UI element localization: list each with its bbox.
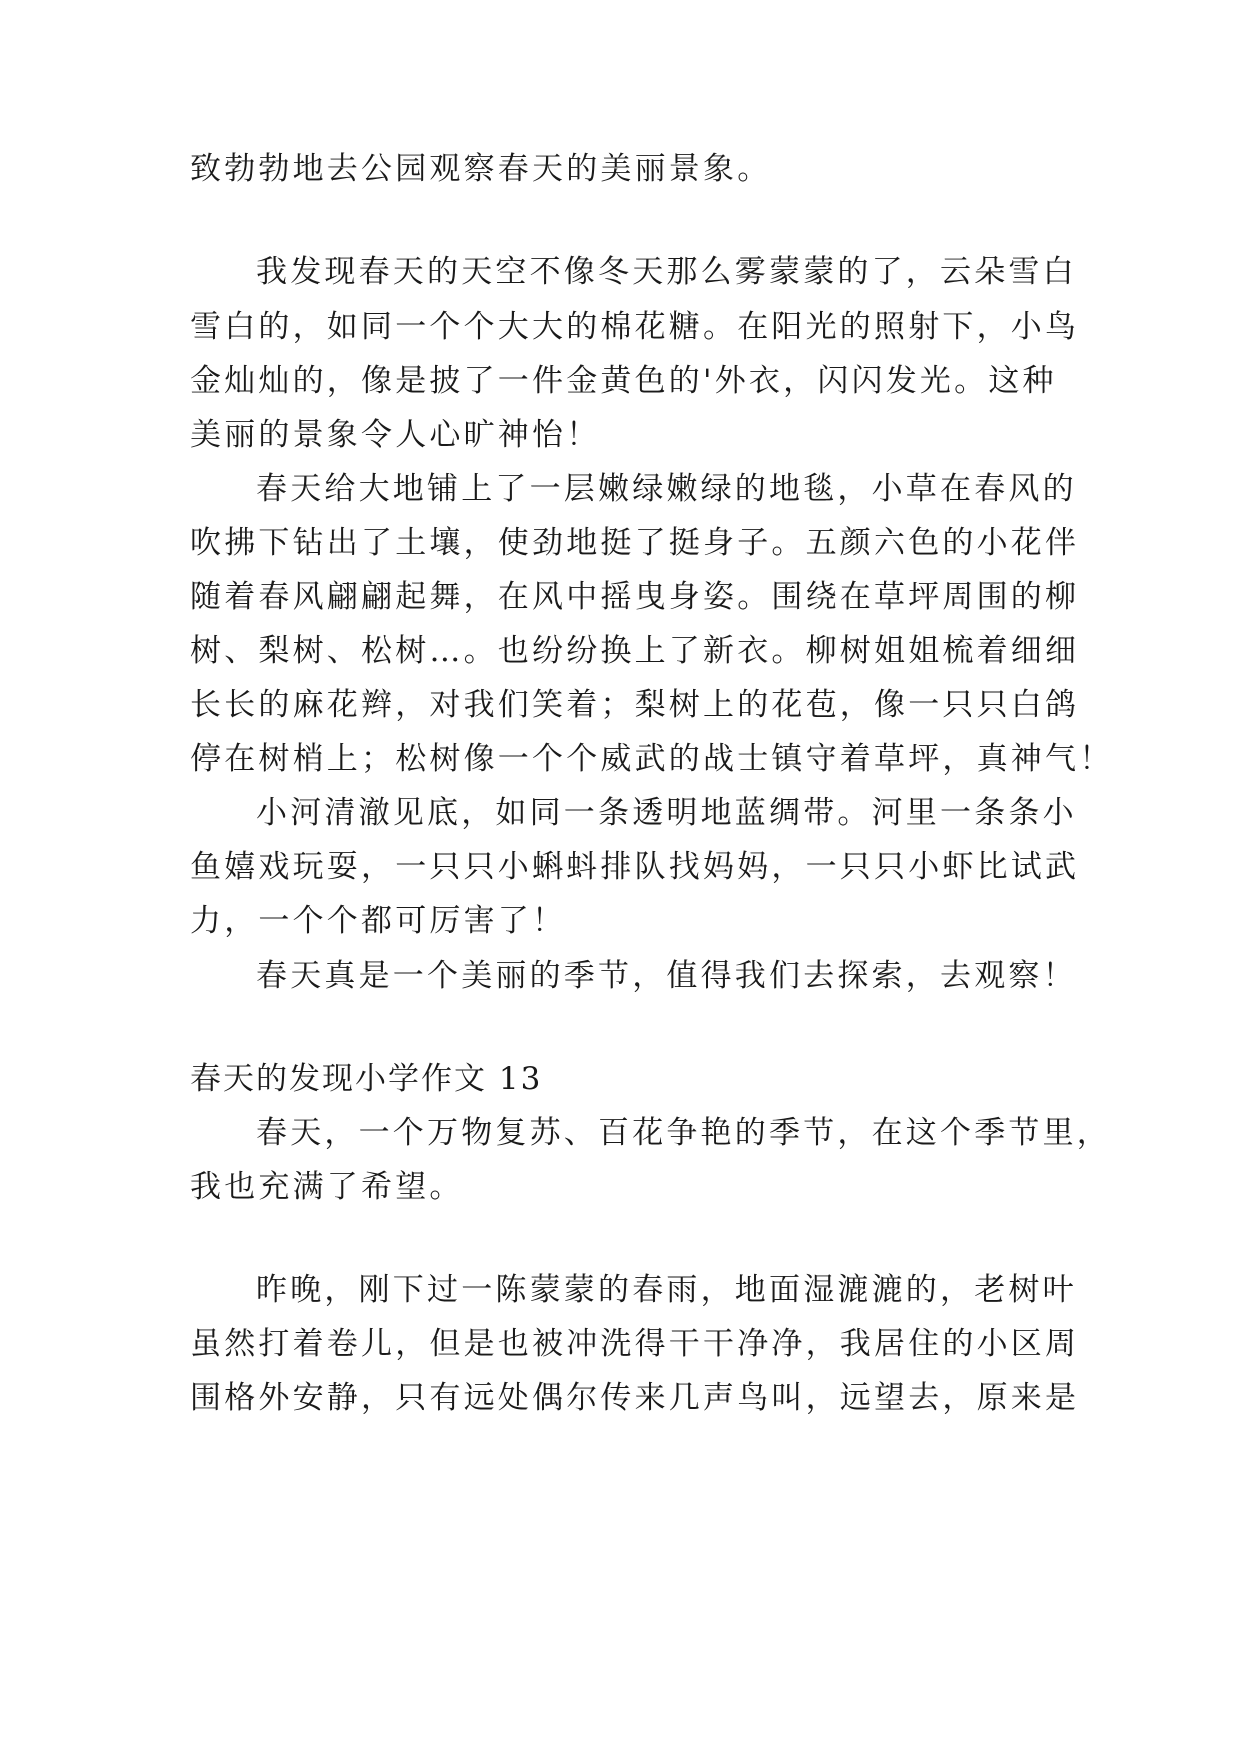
- paragraph-2-line-1: 春天给大地铺上了一层嫩绿嫩绿的地毯，小草在春风的: [256, 471, 1077, 507]
- paragraph-1-line-2: 雪白的，如同一个个大大的棉花糖。在阳光的照射下，小鸟: [190, 309, 1080, 345]
- paragraph-5-line-2: 我也充满了希望。: [190, 1169, 464, 1205]
- paragraph-1-line-3: 金灿灿的，像是披了一件金黄色的'外衣，闪闪发光。这种: [190, 363, 1057, 399]
- paragraph-6-line-3: 围格外安静，只有远处偶尔传来几声鸟叫，远望去，原来是: [190, 1380, 1080, 1416]
- paragraph-2-line-2: 吹拂下钻出了土壤，使劲地挺了挺身子。五颜六色的小花伴: [190, 525, 1080, 561]
- essay-title: 春天的发现小学作文 13: [190, 1061, 543, 1097]
- paragraph-2-line-3: 随着春风翩翩起舞，在风中摇曳身姿。围绕在草坪周围的柳: [190, 579, 1080, 615]
- paragraph-2-line-6: 停在树梢上；松树像一个个威武的战士镇守着草坪，真神气！: [190, 741, 1114, 777]
- paragraph-6-line-2: 虽然打着卷儿，但是也被冲洗得干干净净，我居住的小区周: [190, 1326, 1080, 1362]
- paragraph-6-line-1: 昨晚，刚下过一陈蒙蒙的春雨，地面湿漉漉的，老树叶: [256, 1272, 1077, 1308]
- paragraph-2-line-4: 树、梨树、松树…。也纷纷换上了新衣。柳树姐姐梳着细细: [190, 633, 1080, 669]
- paragraph-1-line-1: 我发现春天的天空不像冬天那么雾蒙蒙的了，云朵雪白: [256, 254, 1077, 290]
- paragraph-1-line-4: 美丽的景象令人心旷神怡！: [190, 417, 601, 453]
- paragraph-2-line-5: 长长的麻花辫，对我们笑着；梨树上的花苞，像一只只白鸽: [190, 687, 1080, 723]
- paragraph-3-line-3: 力，一个个都可厉害了！: [190, 903, 567, 939]
- paragraph-3-line-1: 小河清澈见底，如同一条透明地蓝绸带。河里一条条小: [256, 795, 1077, 831]
- paragraph-5-line-1: 春天，一个万物复苏、百花争艳的季节，在这个季节里，: [256, 1115, 1111, 1151]
- paragraph-4-line-1: 春天真是一个美丽的季节，值得我们去探索，去观察！: [256, 958, 1077, 994]
- paragraph-3-line-2: 鱼嬉戏玩耍，一只只小蝌蚪排队找妈妈，一只只小虾比试武: [190, 849, 1080, 885]
- text-line-1: 致勃勃地去公园观察春天的美丽景象。: [190, 151, 772, 187]
